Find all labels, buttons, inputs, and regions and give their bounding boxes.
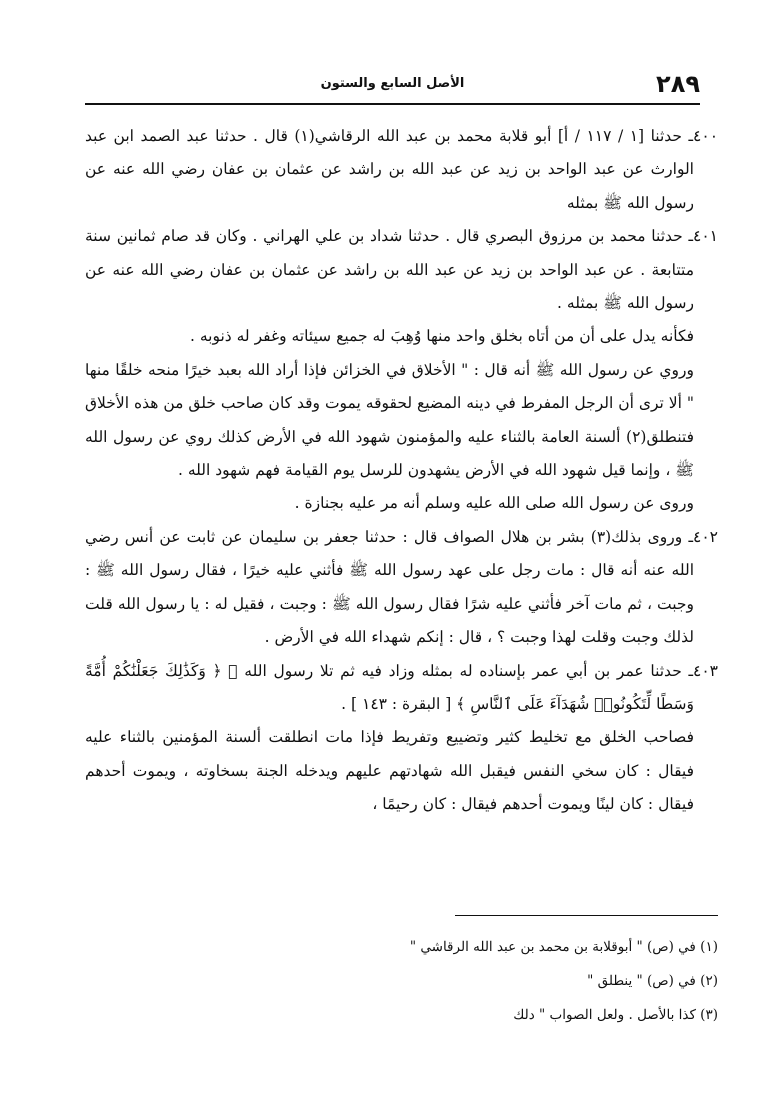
footnote-rule <box>455 915 718 916</box>
hadith-401: ٤٠١ـ حدثنا محمد بن مرزوق البصري قال . حدثنا شداد بن علي الهراني . وكان قد صام ثمانين سنة متتابعة . عن عبد الواحد بن زيد عن عبد الله بن راشد عن عثمان بن عفان رضي الله عنه عن رسول الله ﷺ بمثله . <box>85 227 718 313</box>
footnotes <box>85 930 718 1032</box>
hadith-402: ٤٠٢ـ وروى بذلك(٣) بشر بن هلال الصواف قال : حدثنا جعفر بن سليمان عن ثابت عن أنس رضي الله عنه أنه قال : مات رجل على عهد رسول الله ﷺ فأثني عليه خيرًا ، فقال رسول الله ﷺ : وجبت ، ثم مات آخر فأثني عليه شرًا فقال رسول الله ﷺ : وجبت ، فقيل له : يا رسول الله قلت لذلك وجبت وقلت لهذا وجبت ؟ ، قال : إنكم شهداء الله في الأرض . <box>85 527 718 647</box>
page-number: ٢٨٩ <box>656 70 700 98</box>
page-header <box>85 72 700 100</box>
hadith-400: ٤٠٠ـ حدثنا [١ / ١١٧ / أ] أبو قلابة محمد بن عبد الله الرقاشي(١) قال . حدثنا عبد الصمد ابن عبد الوارث عن عبد الواحد بن زيد عن عبد الله بن راشد عن عثمان بن عفان رضي الله عنه عن رسول الله ﷺ بمثله <box>85 127 719 212</box>
commentary-paragraph: فصاحب الخلق مع تخليط كثير وتضييع وتفريط فإذا مات انطلقت ألسنة المؤمنين بالثناء عليه فيقال : كان سخي النفس فيقبل الله شهادتهم عليهم ويدخله الجنة بسخاوته ، ويموت أحدهم فيقال : كان لينًا ويموت أحدهم فيقال : كان رحيمًا ، <box>85 728 694 814</box>
header-rule <box>85 103 700 105</box>
running-title: الأصل السابع والستون <box>320 76 465 91</box>
footnote-2: (٢) في (ص) " ينطلق " <box>587 973 718 989</box>
commentary-paragraph: وروى عن رسول الله صلى الله عليه وسلم أنه مر عليه بجنازة . <box>294 494 694 513</box>
commentary-paragraph: فكأنه يدل على أن من أتاه بخلق واحد منها وُهِبَ له جميع سيئاته وغفر له ذنوبه . <box>189 327 694 346</box>
footnote-1: (١) في (ص) " أبوقلابة بن محمد بن عبد الله الرقاشي " <box>409 939 718 955</box>
footnote-3: (٣) كذا بالأصل . ولعل الصواب " دلك <box>513 1007 718 1023</box>
hadith-403: ٤٠٣ـ حدثنا عمر بن أبي عمر بإسناده له بمثله وزاد فيه ثم تلا رسول الله ﷺ ﴿ وَكَذَٰلِكَ جَعَلْنَٰكُمْ أُمَّةً وَسَطًا لِّتَكُونُوا۟ شُهَدَآءَ عَلَى ٱلنَّاسِ ﴾ [ البقرة : ١٤٣ ] . <box>85 661 718 713</box>
body-text <box>85 120 718 822</box>
commentary-paragraph: وروي عن رسول الله ﷺ أنه قال : " الأخلاق في الخزائن فإذا أراد الله بعبد خيرًا منحه خلقًا منها " ألا ترى أن الرجل المفرط في دينه المضيع لحقوقه يموت وقد كان صاحب خلق من هذه الأخلاق فتنطلق(٢) ألسنة العامة بالثناء عليه والمؤمنون شهود الله في الأرض كذلك روي عن رسول الله ﷺ ، وإنما قيل شهود الله في الأرض يشهدون للرسل يوم القيامة فهم شهود الله . <box>85 360 694 480</box>
